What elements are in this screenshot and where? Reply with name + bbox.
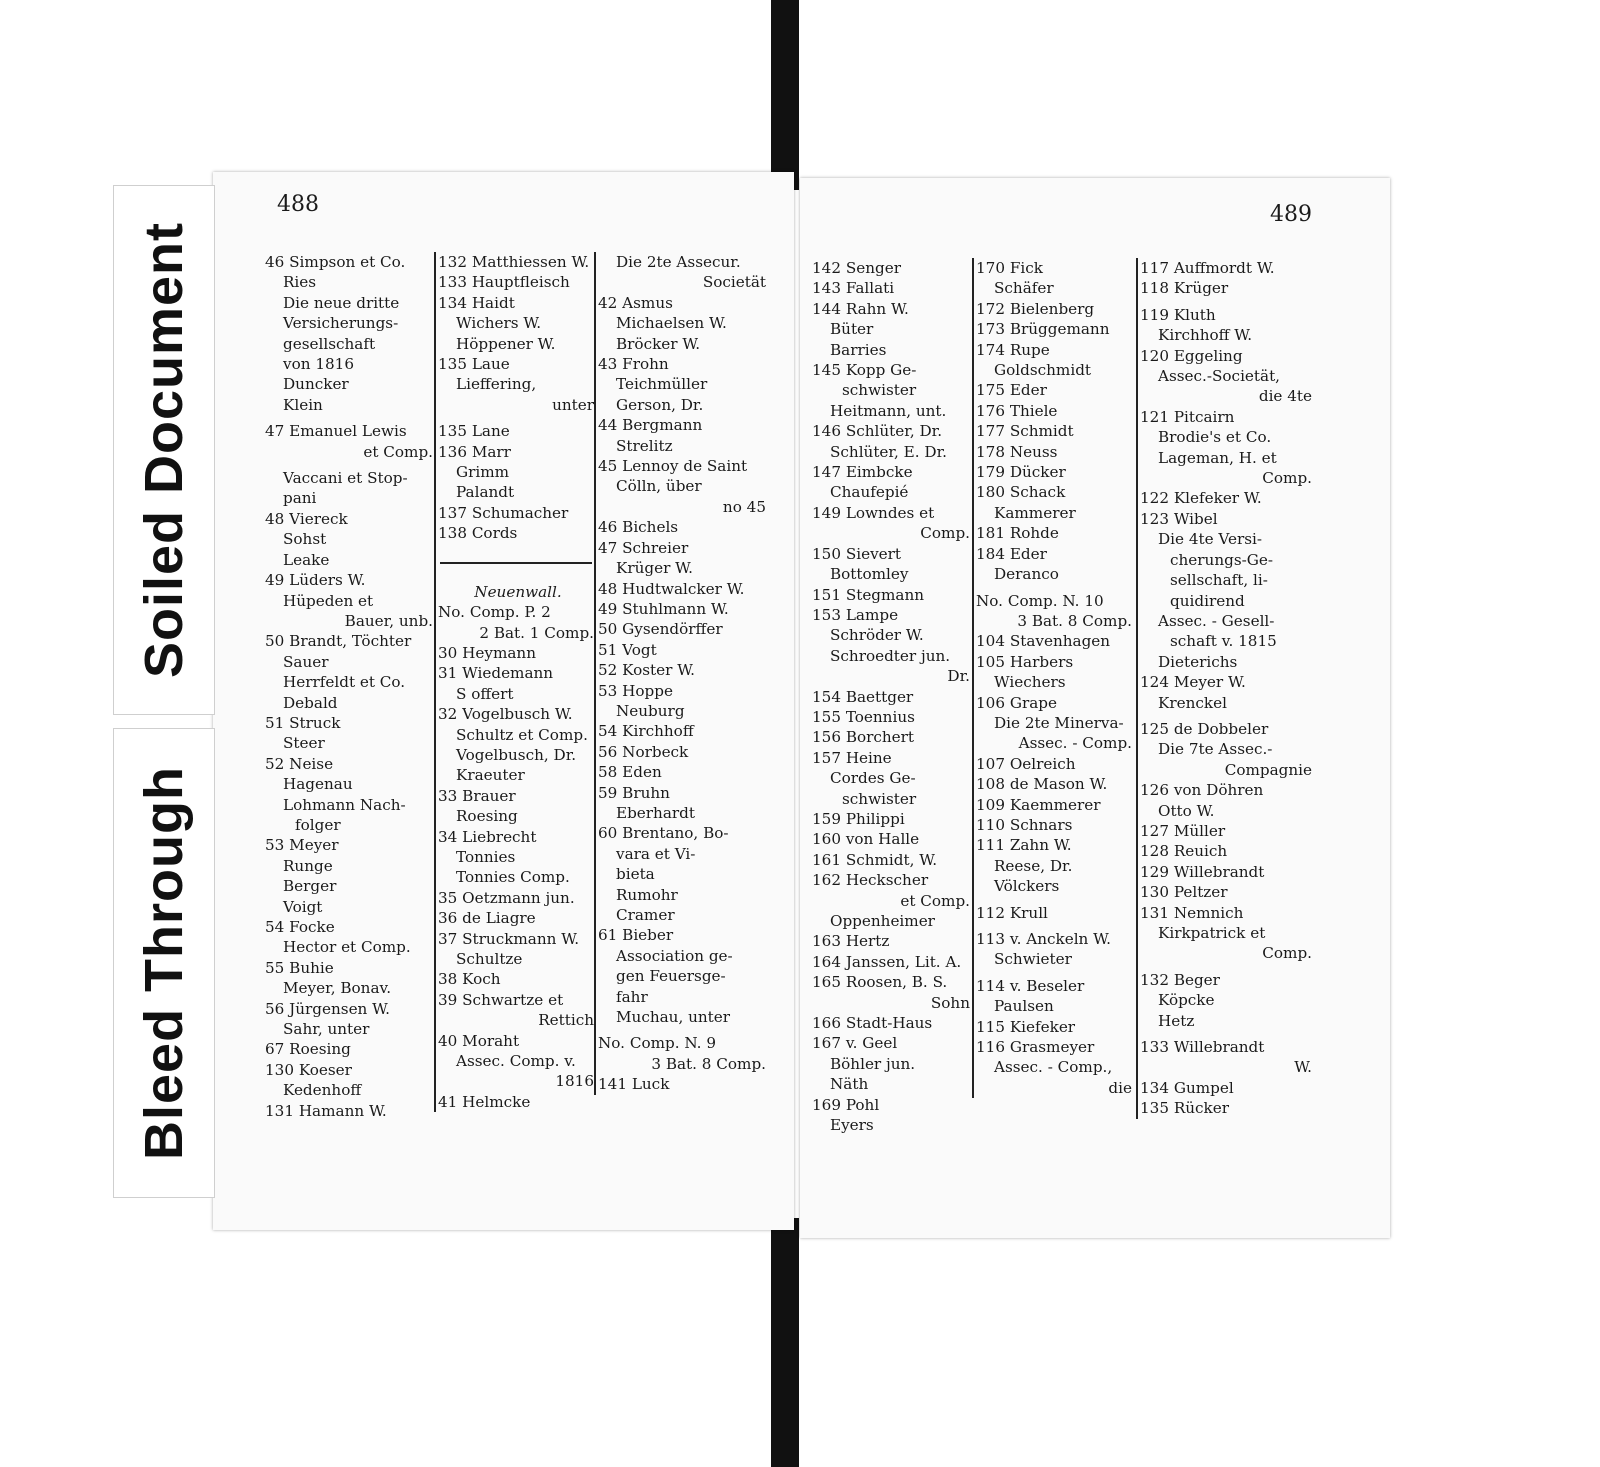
directory-entry: 52 Neise — [265, 754, 334, 773]
directory-entry: 112 Krull — [976, 903, 1048, 922]
directory-entry: 113 v. Anckeln W. — [976, 930, 1111, 948]
directory-entry: Die 2te Assecur. — [616, 253, 741, 271]
directory-entry: 125 de Dobbeler — [1140, 719, 1269, 738]
directory-entry: Comp. — [1262, 469, 1312, 488]
directory-entry: 154 Baettger — [812, 687, 914, 706]
directory-entry: Bröcker W. — [616, 334, 701, 353]
directory-entry: 114 v. Beseler — [976, 976, 1085, 995]
directory-entry: no 45 — [722, 497, 766, 516]
directory-entry: Gerson, Dr. — [616, 395, 704, 414]
directory-entry: 142 Senger — [812, 259, 901, 277]
directory-entry: 145 Kopp Ge- — [812, 361, 917, 380]
directory-entry: Die neue dritte — [283, 293, 400, 312]
directory-entry: 175 Eder — [976, 381, 1047, 400]
directory-entry: Neuburg — [616, 701, 685, 720]
directory-entry: 160 von Halle — [812, 830, 920, 849]
directory-entry: 53 Hoppe — [598, 681, 673, 700]
directory-entry: 143 Fallati — [812, 279, 895, 298]
directory-entry: Roesing — [456, 807, 518, 826]
directory-entry: Völckers — [994, 877, 1060, 896]
directory-entry: schaft v. 1815 — [1170, 632, 1277, 651]
directory-entry: Deranco — [994, 565, 1059, 584]
directory-entry: 146 Schlüter, Dr. — [812, 422, 943, 441]
directory-entry: 153 Lampe — [812, 605, 899, 624]
directory-entry: 137 Schumacher — [438, 503, 569, 522]
directory-entry: Assec. - Comp., — [994, 1058, 1113, 1077]
directory-entry: Dieterichs — [1158, 652, 1238, 671]
directory-entry: 181 Rohde — [976, 524, 1059, 543]
directory-entry: Runge — [283, 856, 333, 875]
directory-entry: Ries — [283, 273, 317, 292]
directory-entry: Schroedter jun. — [830, 646, 951, 665]
directory-entry: 49 Stuhlmann W. — [598, 599, 729, 618]
directory-entry: 159 Philippi — [812, 809, 905, 828]
directory-entry: 167 v. Geel — [812, 1034, 898, 1053]
directory-entry: Böhler jun. — [830, 1054, 916, 1073]
directory-entry: Rettich — [538, 1011, 594, 1030]
directory-entry: 165 Roosen, B. S. — [812, 973, 948, 992]
directory-entry: die — [1108, 1078, 1132, 1097]
directory-entry: 117 Auffmordt W. — [1140, 259, 1275, 277]
directory-entry: gesellschaft — [283, 334, 376, 353]
directory-entry: vara et Vi- — [616, 844, 696, 863]
directory-entry: 56 Jürgensen W. — [265, 999, 390, 1018]
directory-entry: Wichers W. — [456, 314, 542, 333]
directory-entry: 50 Brandt, Töchter — [265, 632, 412, 651]
directory-entry: 135 Rücker — [1140, 1099, 1229, 1118]
directory-entry: No. Comp. P. 2 — [438, 603, 551, 622]
directory-entry: Assec. Comp. v. — [456, 1052, 576, 1071]
directory-entry: gen Feuersge- — [616, 967, 726, 986]
directory-entry: 54 Kirchhoff — [598, 722, 694, 741]
directory-entry: 136 Marr — [438, 442, 511, 461]
page-number-left: 488 — [277, 192, 319, 217]
directory-entry: Otto W. — [1158, 801, 1215, 820]
left-page-column-1 — [265, 252, 437, 1121]
directory-entry: et Comp. — [900, 891, 970, 910]
directory-entry: Michaelsen W. — [616, 314, 727, 333]
directory-entry: 47 Schreier — [598, 538, 689, 557]
directory-entry: 55 Buhie — [265, 958, 334, 977]
directory-entry: Tonnies Comp. — [456, 868, 570, 887]
directory-entry: 156 Borchert — [812, 728, 915, 747]
directory-entry: 162 Heckscher — [812, 871, 929, 890]
directory-entry: Die 7te Assec.- — [1158, 740, 1273, 759]
directory-entry: et Comp. — [363, 442, 433, 461]
directory-entry: 3 Bat. 8 Comp. — [651, 1054, 766, 1073]
directory-entry: Rumohr — [616, 885, 678, 904]
directory-entry: 47 Emanuel Lewis — [265, 422, 407, 441]
directory-entry: 164 Janssen, Lit. A. — [812, 952, 962, 971]
directory-entry: 129 Willebrandt — [1140, 862, 1265, 881]
directory-entry: 49 Lüders W. — [265, 571, 366, 590]
directory-entry: schwister — [842, 381, 917, 400]
directory-entry: 123 Wibel — [1140, 509, 1218, 528]
directory-entry: 134 Gumpel — [1140, 1078, 1234, 1097]
directory-entry: 119 Kluth — [1140, 305, 1216, 324]
directory-entry: Goldschmidt — [994, 361, 1092, 380]
directory-entry: Dr. — [947, 667, 970, 686]
directory-entry: 33 Brauer — [438, 786, 516, 805]
directory-entry: pani — [283, 489, 317, 508]
directory-entry: Brodie's et Co. — [1158, 428, 1272, 447]
soiled-document-label — [113, 185, 215, 715]
directory-entry: 135 Lane — [438, 422, 510, 441]
directory-entry: die 4te — [1258, 387, 1312, 406]
directory-entry: Näth — [830, 1075, 869, 1094]
directory-entry: 58 Eden — [598, 763, 662, 782]
directory-entry: 173 Brüggemann — [976, 320, 1110, 339]
section-divider — [440, 562, 592, 564]
directory-entry: 45 Lennoy de Saint — [598, 457, 748, 476]
directory-entry: Cramer — [616, 906, 675, 924]
directory-entry: Kedenhoff — [283, 1081, 362, 1100]
directory-entry: 56 Norbeck — [598, 742, 689, 761]
right-page — [800, 178, 1390, 1238]
directory-entry: 42 Asmus — [598, 293, 673, 312]
directory-entry: Lohmann Nach- — [283, 795, 406, 814]
directory-entry: fahr — [616, 987, 648, 1006]
directory-entry: Oppenheimer — [830, 912, 935, 930]
directory-entry: bieta — [616, 865, 655, 884]
left-page-column-2 — [434, 252, 598, 1112]
directory-entry: 39 Schwartze et — [438, 990, 564, 1009]
directory-entry: 43 Frohn — [598, 355, 669, 374]
bleed-through-text: Bleed Through — [134, 766, 195, 1160]
directory-entry: 134 Haidt — [438, 293, 515, 312]
page-number-right: 489 — [1270, 202, 1312, 227]
directory-entry: cherungs-Ge- — [1170, 550, 1273, 569]
directory-entry: 35 Oetzmann jun. — [438, 888, 575, 907]
directory-entry: 51 Struck — [265, 713, 341, 732]
directory-entry: Wiechers — [994, 673, 1066, 692]
directory-entry: 132 Beger — [1140, 970, 1220, 989]
directory-entry: 135 Laue — [438, 355, 510, 374]
directory-entry: Bottomley — [830, 565, 909, 584]
directory-entry: Grimm — [456, 463, 510, 482]
right-page-column-2 — [972, 258, 1136, 1098]
directory-entry: No. Comp. N. 9 — [598, 1034, 716, 1053]
directory-entry: Klein — [283, 395, 323, 414]
directory-entry: 110 Schnars — [976, 815, 1073, 834]
directory-entry: Assec.-Societät, — [1158, 367, 1280, 386]
directory-entry: 111 Zahn W. — [976, 836, 1072, 855]
directory-entry: quidirend — [1170, 591, 1245, 610]
directory-entry: 61 Bieber — [598, 926, 674, 945]
directory-entry: 131 Nemnich — [1140, 903, 1244, 922]
directory-entry: 130 Koeser — [265, 1060, 352, 1079]
directory-entry: 54 Focke — [265, 918, 335, 936]
directory-entry: folger — [295, 815, 341, 834]
directory-entry: 59 Bruhn — [598, 783, 670, 802]
soiled-document-text: Soiled Document — [134, 221, 195, 679]
directory-entry: 126 von Döhren — [1140, 781, 1264, 800]
directory-entry: Schäfer — [994, 279, 1054, 298]
directory-entry: Neuenwall. — [474, 582, 562, 601]
directory-entry: S offert — [456, 684, 514, 703]
bleed-through-label — [113, 728, 215, 1198]
directory-entry: 120 Eggeling — [1140, 346, 1243, 365]
directory-entry: Kirkpatrick et — [1158, 924, 1266, 942]
directory-entry: 133 Willebrandt — [1140, 1038, 1265, 1057]
directory-entry: Association ge- — [616, 946, 733, 965]
directory-entry: Krüger W. — [616, 559, 693, 578]
directory-entry: 46 Simpson et Co. — [265, 253, 406, 271]
directory-entry: 147 Eimbcke — [812, 463, 913, 482]
directory-entry: Teichmüller — [616, 375, 708, 394]
directory-entry: 144 Rahn W. — [812, 299, 909, 318]
directory-entry: Comp. — [1262, 944, 1312, 963]
directory-entry: 1816 — [555, 1072, 594, 1091]
directory-entry: Chaufepié — [830, 483, 909, 502]
directory-entry: Schultze — [456, 950, 523, 968]
binding-strip-bottom — [771, 1218, 799, 1467]
directory-entry: Palandt — [456, 483, 515, 502]
directory-entry: 176 Thiele — [976, 401, 1058, 420]
directory-entry: Heitmann, unt. — [830, 401, 947, 420]
directory-entry: Assec. - Comp. — [1018, 734, 1132, 753]
directory-entry: Die 4te Versi- — [1158, 530, 1263, 549]
directory-entry: Meyer, Bonav. — [283, 979, 392, 998]
directory-entry: Societät — [702, 273, 766, 292]
directory-entry: 106 Grape — [976, 693, 1057, 712]
directory-entry: 109 Kaemmerer — [976, 795, 1101, 814]
directory-entry: 127 Müller — [1140, 821, 1226, 840]
directory-entry: Sahr, unter — [283, 1020, 370, 1039]
directory-entry: 107 Oelreich — [976, 754, 1076, 773]
directory-entry: Muchau, unter — [616, 1008, 731, 1027]
directory-entry: Eyers — [830, 1116, 874, 1135]
directory-entry: Eberhardt — [616, 803, 695, 822]
directory-entry: 155 Toennius — [812, 707, 915, 726]
directory-entry: 40 Moraht — [438, 1031, 520, 1050]
left-page — [213, 172, 794, 1230]
directory-entry: 163 Hertz — [812, 932, 890, 951]
directory-entry: Paulsen — [994, 997, 1054, 1016]
directory-entry: Kraeuter — [456, 766, 525, 785]
directory-entry: Cölln, über — [616, 477, 702, 496]
directory-entry: Leake — [283, 550, 330, 569]
directory-entry: Hector et Comp. — [283, 938, 411, 957]
directory-entry: von 1816 — [283, 355, 354, 374]
directory-entry: Steer — [283, 734, 325, 753]
directory-entry: 36 de Liagre — [438, 909, 536, 928]
directory-entry: Hüpeden et — [283, 591, 374, 610]
directory-entry: Kammerer — [994, 503, 1076, 522]
directory-entry: 53 Meyer — [265, 836, 339, 855]
directory-entry: Versicherungs- — [283, 314, 399, 333]
directory-entry: 121 Pitcairn — [1140, 407, 1235, 426]
directory-entry: Kirchhoff W. — [1158, 326, 1253, 345]
directory-entry: Sauer — [283, 652, 329, 671]
directory-entry: Comp. — [920, 524, 970, 543]
directory-entry: Barries — [830, 340, 887, 359]
directory-entry: No. Comp. N. 10 — [976, 591, 1104, 610]
directory-entry: Höppener W. — [456, 334, 556, 353]
directory-entry: sellschaft, li- — [1170, 571, 1268, 590]
directory-entry: Schultz et Comp. — [456, 725, 588, 744]
directory-entry: Vaccani et Stop- — [283, 469, 408, 488]
directory-entry: Die 2te Minerva- — [994, 713, 1124, 732]
directory-entry: 44 Bergmann — [598, 416, 703, 435]
directory-entry: Lieffering, — [456, 375, 537, 394]
directory-entry: Schlüter, E. Dr. — [830, 442, 948, 461]
directory-entry: 184 Eder — [976, 544, 1047, 563]
directory-entry: 104 Stavenhagen — [976, 632, 1111, 651]
directory-entry: 122 Klefeker W. — [1140, 489, 1262, 508]
directory-entry: 118 Krüger — [1140, 279, 1229, 298]
directory-entry: 116 Grasmeyer — [976, 1038, 1095, 1057]
directory-entry: Schröder W. — [830, 626, 924, 645]
directory-entry: 37 Struckmann W. — [438, 929, 580, 948]
directory-entry: Cordes Ge- — [830, 769, 916, 788]
directory-entry: 48 Viereck — [265, 509, 348, 528]
directory-entry: 170 Fick — [976, 259, 1043, 277]
directory-entry: 41 Helmcke — [438, 1092, 531, 1111]
directory-entry: Reese, Dr. — [994, 856, 1073, 875]
binding-strip-top — [771, 0, 799, 190]
directory-entry: 141 Luck — [598, 1075, 670, 1094]
directory-entry: 2 Bat. 1 Comp. — [479, 623, 594, 642]
directory-entry: 132 Matthiessen W. — [438, 253, 590, 271]
directory-entry: 128 Reuich — [1140, 842, 1228, 861]
directory-entry: Bauer, unb. — [344, 611, 433, 630]
directory-entry: 115 Kiefeker — [976, 1017, 1076, 1036]
directory-entry: Schwieter — [994, 950, 1072, 969]
directory-entry: 51 Vogt — [598, 640, 657, 659]
directory-entry: 32 Vogelbusch W. — [438, 705, 573, 724]
directory-entry: 172 Bielenberg — [976, 299, 1095, 318]
directory-entry: 149 Lowndes et — [812, 503, 935, 522]
directory-entry: 34 Liebrecht — [438, 827, 537, 846]
directory-entry: 169 Pohl — [812, 1095, 880, 1114]
directory-entry: 130 Peltzer — [1140, 883, 1228, 902]
directory-entry: 105 Harbers — [976, 652, 1074, 671]
directory-entry: 50 Gysendörffer — [598, 620, 723, 639]
directory-entry: 157 Heine — [812, 748, 892, 767]
directory-entry: Hetz — [1158, 1011, 1195, 1030]
directory-entry: Compagnie — [1224, 760, 1312, 779]
directory-entry: Hagenau — [283, 775, 353, 794]
directory-entry: W. — [1294, 1058, 1312, 1077]
directory-entry: 174 Rupe — [976, 340, 1050, 359]
directory-entry: schwister — [842, 789, 917, 808]
directory-entry: 161 Schmidt, W. — [812, 850, 938, 869]
directory-entry: Krenckel — [1158, 693, 1227, 712]
directory-entry: Sohn — [930, 993, 970, 1012]
directory-entry: 46 Bichels — [598, 518, 679, 537]
directory-entry: 31 Wiedemann — [438, 664, 554, 683]
directory-entry: 108 de Mason W. — [976, 775, 1108, 794]
left-page-column-3 — [594, 252, 770, 1095]
directory-entry: 138 Cords — [438, 524, 518, 543]
directory-entry: 177 Schmidt — [976, 422, 1074, 441]
right-page-column-3 — [1136, 258, 1316, 1119]
directory-entry: Köpcke — [1158, 991, 1215, 1010]
directory-entry: unter — [552, 395, 594, 414]
directory-entry: 179 Dücker — [976, 463, 1066, 482]
directory-entry: 150 Sievert — [812, 544, 901, 563]
directory-entry: Tonnies — [456, 847, 516, 866]
directory-entry: Lageman, H. et — [1158, 448, 1277, 467]
directory-entry: 67 Roesing — [265, 1040, 351, 1059]
right-page-column-1 — [812, 258, 974, 1135]
directory-entry: Berger — [283, 877, 337, 896]
directory-entry: 133 Hauptfleisch — [438, 273, 570, 292]
directory-entry: 151 Stegmann — [812, 585, 925, 604]
directory-entry: Büter — [830, 320, 874, 339]
directory-entry: 38 Koch — [438, 970, 501, 989]
directory-entry: 60 Brentano, Bo- — [598, 824, 729, 843]
directory-entry: Vogelbusch, Dr. — [456, 745, 577, 764]
directory-entry: 124 Meyer W. — [1140, 673, 1246, 692]
directory-entry: 180 Schack — [976, 483, 1066, 502]
directory-entry: Duncker — [283, 375, 349, 394]
directory-entry: Strelitz — [616, 436, 673, 455]
directory-entry: 166 Stadt-Haus — [812, 1014, 933, 1033]
directory-entry: 30 Heymann — [438, 643, 536, 662]
directory-entry: Voigt — [283, 897, 323, 916]
directory-entry: Assec. - Gesell- — [1158, 611, 1275, 630]
directory-entry: 178 Neuss — [976, 442, 1058, 461]
directory-entry: 131 Hamann W. — [265, 1101, 387, 1120]
directory-entry: 52 Koster W. — [598, 661, 695, 680]
directory-entry: Debald — [283, 693, 338, 712]
directory-entry: 3 Bat. 8 Comp. — [1017, 611, 1132, 630]
directory-entry: Herrfeldt et Co. — [283, 673, 406, 692]
directory-entry: Sohst — [283, 530, 327, 549]
directory-entry: 48 Hudtwalcker W. — [598, 579, 745, 598]
